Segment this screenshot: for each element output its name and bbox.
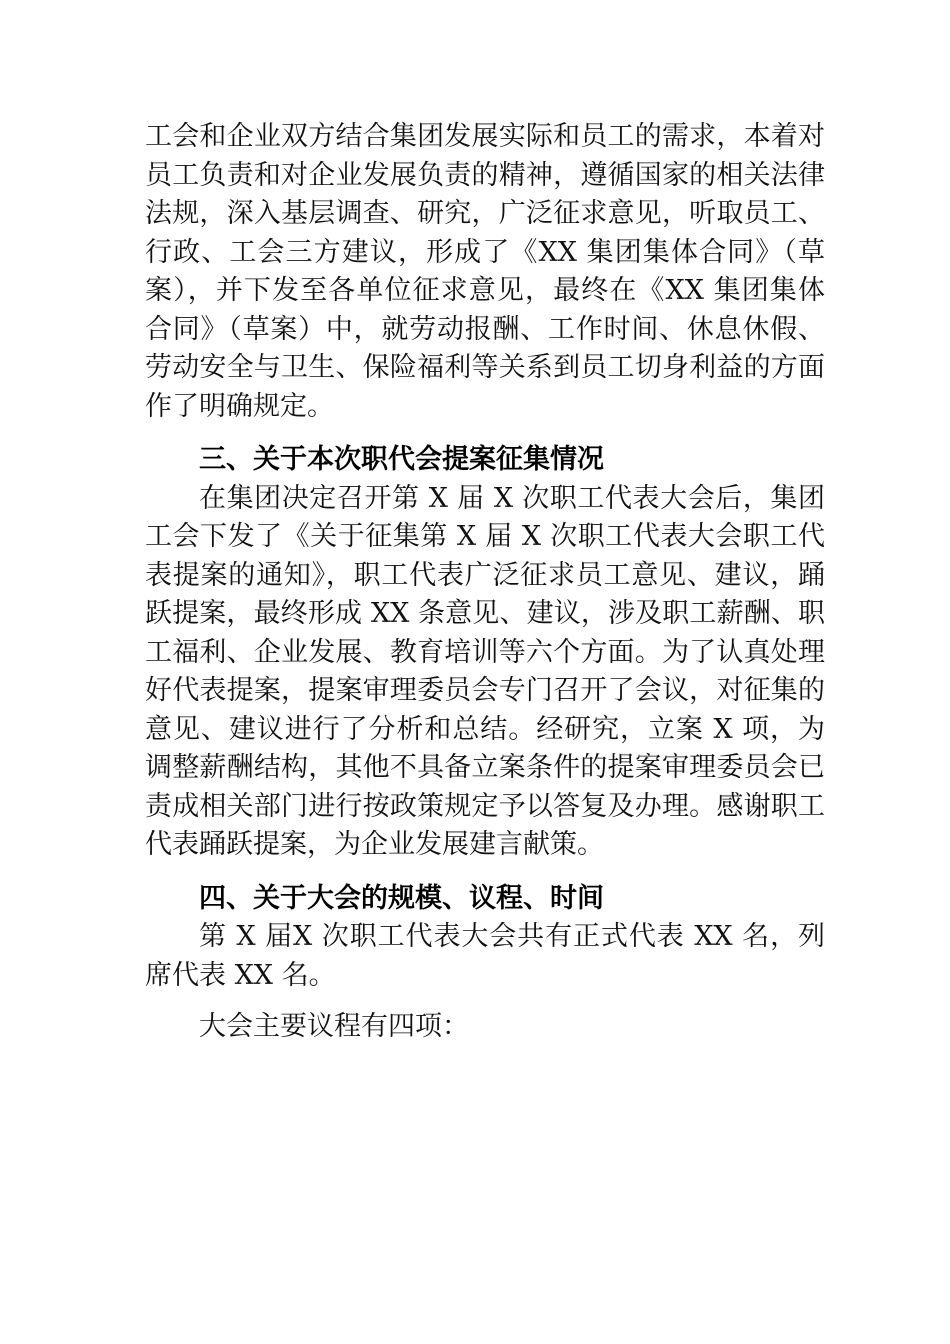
document-body <box>145 118 825 1047</box>
section-3-heading: 三、关于本次职代会提案征集情况 <box>199 444 604 475</box>
section-3-paragraph: 在集团决定召开第 X 届 X 次职工代表大会后，集团工会下发了《关于征集第 X 届 X 次职工代表大会职工代表提案的通知》，职工代表广泛征求员工意见、建议，踊跃提案，最终形成 XX 条意见、建议，涉及职工薪酬、职工福利、企业发展、教育培训等六个方面。为了认真处理好代表提案，提案审理委员会专门召开了会议，对征集的意见、建议进行了分析和总结。经研究，立案 X 项，为调整薪酬结构，其他不具备立案条件的提案审理委员会已责成相关部门进行按政策规定予以答复及办理。感谢职工代表踊跃提案，为企业发展建言献策。 <box>145 482 825 860</box>
section-4-paragraph: 第 X 届X 次职工代表大会共有正式代表 XX 名，列席代表 XX 名。 <box>145 921 825 991</box>
agenda-intro: 大会主要议程有四项： <box>199 1011 469 1042</box>
intro-paragraph: 工会和企业双方结合集团发展实际和员工的需求，本着对员工负责和对企业发展负责的精神，遵循国家的相关法律法规，深入基层调查、研究，广泛征求意见，听取员工、行政、工会三方建议，形成了《XX 集团集体合同》（草案），并下发至各单位征求意见，最终在《XX 集团集体合同》（草案）中，就劳动报酬、工作时间、休息休假、劳动安全与卫生、保险福利等关系到员工切身利益的方面作了明确规定。 <box>145 121 825 422</box>
section-4-heading: 四、关于大会的规模、议程、时间 <box>199 882 604 914</box>
